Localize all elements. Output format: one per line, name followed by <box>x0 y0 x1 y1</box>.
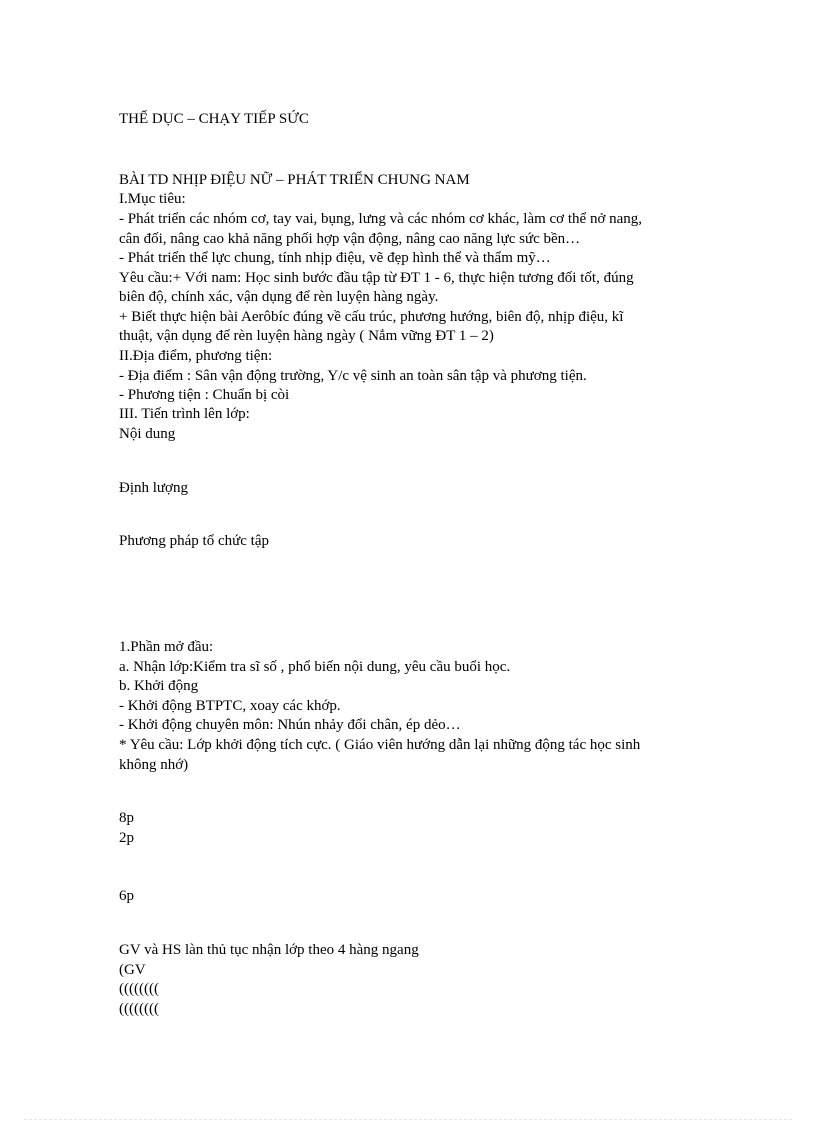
document-subtitle: BÀI TD NHỊP ĐIỆU NỮ – PHÁT TRIỂN CHUNG NAM <box>119 172 470 188</box>
part1-heading: 1.Phần mở đầu: <box>119 639 214 655</box>
formation-line-3: (((((((( <box>119 1001 159 1017</box>
warmup-item-1: - Khởi động BTPTC, xoay các khớp. <box>119 698 341 714</box>
part1-item-a: a. Nhận lớp:Kiểm tra sĩ số , phổ biến nội dung, yêu cầu buổi học. <box>119 659 511 675</box>
objective-2: - Phát triển thể lực chung, tính nhịp điệu, vẽ đẹp hình thể và thẩm mỹ… <box>119 250 551 266</box>
equipment-line: - Phương tiện : Chuẩn bị còi <box>119 387 290 403</box>
formation-line-2: (((((((( <box>119 981 159 997</box>
quantity-value-3: 6p <box>119 888 134 904</box>
column-method-label: Phương pháp tổ chức tập <box>119 533 269 549</box>
column-content-label: Nội dung <box>119 426 176 442</box>
location-line: - Địa điểm : Sân vận động trường, Y/c vệ sinh an toàn sân tập và phương tiện. <box>119 368 587 384</box>
method-line: GV và HS làn thủ tục nhận lớp theo 4 hàng ngang <box>119 942 419 958</box>
objective-1-line-1: - Phát triển các nhóm cơ, tay vai, bụng, lưng và các nhóm cơ khác, làm cơ thể nở nang, <box>119 211 643 227</box>
page-bottom-divider <box>24 1119 792 1120</box>
column-quantity-label: Định lượng <box>119 480 188 496</box>
quantity-value-2: 2p <box>119 830 134 846</box>
document-title: THỂ DỤC – CHẠY TIẾP SỨC <box>119 111 309 127</box>
part1-item-b: b. Khởi động <box>119 678 199 694</box>
requirement-line-2: biên độ, chính xác, vận dụng để rèn luyện hàng ngày. <box>119 289 439 305</box>
requirement-line-1: Yêu cầu:+ Với nam: Học sinh bước đầu tập từ ĐT 1 - 6, thực hiện tương đối tốt, đúng <box>119 270 634 286</box>
procedure-heading: III. Tiến trình lên lớp: <box>119 406 250 422</box>
location-heading: II.Địa điểm, phương tiện: <box>119 348 273 364</box>
requirement-line-4: thuật, vận dụng để rèn luyện hàng ngày ( Nắm vững ĐT 1 – 2) <box>119 328 494 344</box>
note-line-2: không nhớ) <box>119 757 189 773</box>
requirement-line-3: + Biết thực hiện bài Aerôbíc đúng về cấu trúc, phương hướng, biên độ, nhịp điệu, kĩ <box>119 309 624 325</box>
quantity-value-1: 8p <box>119 810 134 826</box>
objectives-heading: I.Mục tiêu: <box>119 191 186 207</box>
objective-1-line-2: cân đối, nâng cao khả năng phối hợp vận động, nâng cao năng lực sức bền… <box>119 231 581 247</box>
warmup-item-2: - Khởi động chuyên môn: Nhún nhảy đổi chân, ép dẻo… <box>119 717 461 733</box>
formation-line-1: (GV <box>119 962 146 978</box>
note-line-1: * Yêu cầu: Lớp khởi động tích cực. ( Giáo viên hướng dẫn lại những động tác học sinh <box>119 737 641 753</box>
